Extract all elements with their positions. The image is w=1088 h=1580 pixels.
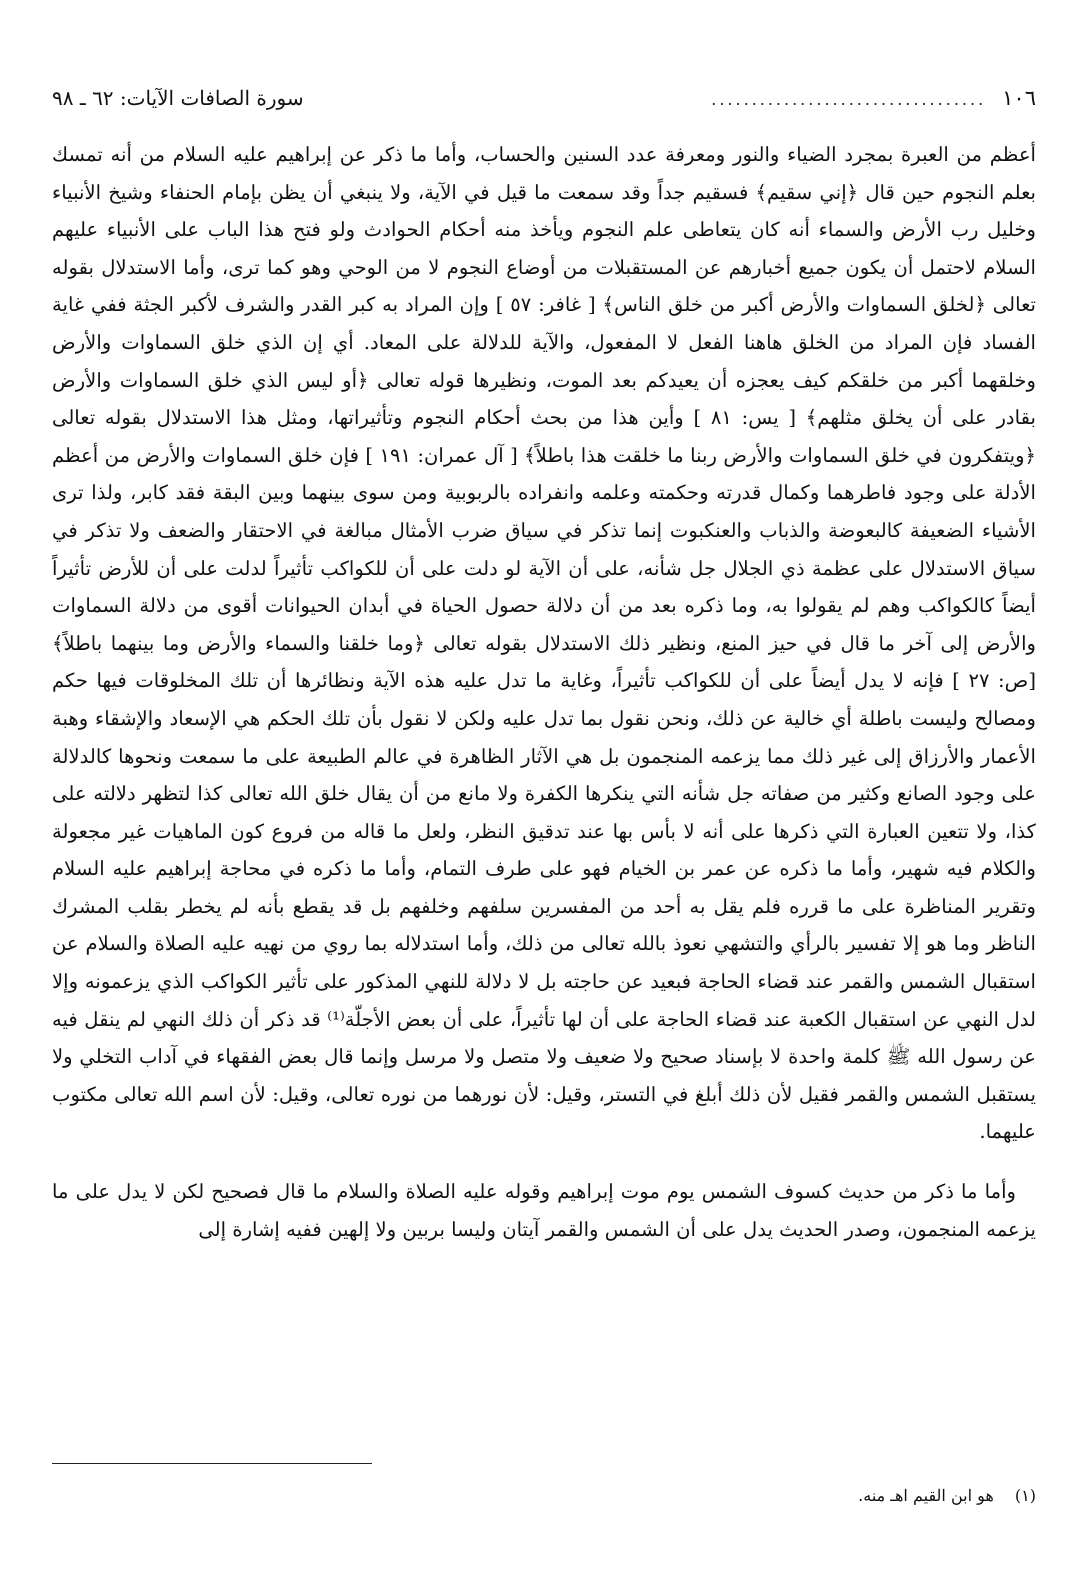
running-header (52, 86, 1036, 126)
main-text (52, 136, 1036, 1248)
leader-dots: .................................. (711, 90, 987, 109)
footnote-divider (52, 1463, 372, 1464)
footnote (52, 1486, 1036, 1505)
paragraph: وأما ما ذكر من حديث كسوف الشمس يوم موت إبراهيم وقوله عليه الصلاة والسلام ما قال فصحيح لكن لا يدل على ما يزعمه المنجمون، وصدر الحديث يدل على أن الشمس والقمر آيتان وليسا بربين ولا إلهين ففيه إشارة إلى (52, 1180, 1036, 1241)
footnote-marker: (١) (1014, 1486, 1036, 1505)
running-title: سورة الصافات الآيات: ٦٢ ـ ٩٨ (52, 86, 304, 110)
footnote-text: هو ابن القيم اهـ منه. (858, 1486, 994, 1505)
page-number: ١٠٦ (1002, 86, 1036, 110)
paragraph: أعظم من العبرة بمجرد الضياء والنور ومعرفة عدد السنين والحساب، وأما ما ذكر عن إبراهيم عليه السلام من أنه تمسك بعلم النجوم حين قال ﴿إني سقيم﴾ فسقيم جداً وقد سمعت ما قيل في الآية، ولا ينبغي أن يظن بإمام الحنفاء وشيخ الأنبياء وخليل رب الأرض والسماء أنه كان يتعاطى علم النجوم ويأخذ منه أحكام الحوادث ولو فتح هذا الباب على الأنبياء عليهم السلام لاحتمل أن يكون جميع أخبارهم عن المستقبلات من أوضاع النجوم لا من الوحي وهو كما ترى، وأما الاستدلال بقوله تعالى ﴿لخلق السماوات والأرض أكبر من خلق الناس﴾ [ غافر: ٥٧ ] وإن المراد به كبر القدر والشرف لأكبر الجثة ففي غاية الفساد فإن المراد من الخلق هاهنا الفعل لا المفعول، والآية للدلالة على المعاد. أي إن الذي خلق السماوات والأرض وخلقهما أكبر من خلقكم كيف يعجزه أن يعيدكم بعد الموت، ونظيرها قوله تعالى ﴿أو ليس الذي خلق السماوات والأرض بقادر على أن يخلق مثلهم﴾ [ يس: ٨١ ] وأين هذا من بحث أحكام النجوم وتأثيراتها، ومثل هذا الاستدلال بقوله تعالى ﴿ويتفكرون في خلق السماوات والأرض ربنا ما خلقت هذا باطلاً﴾ [ آل عمران: ١٩١ ] فإن خلق السماوات والأرض من أعظم الأدلة على وجود فاطرهما وكمال قدرته وحكمته وعلمه وانفراده بالربوبية ومن سوى بينهما وبين البقة فقد كابر، ولذا ترى الأشياء الضعيفة كالبعوضة والذباب والعنكبوت إنما تذكر في سياق ضرب الأمثال مبالغة في الاحتقار والضعف ولا تذكر في سياق الاستدلال على عظمة ذي الجلال جل شأنه، على أن الآية لو دلت على أن للكواكب تأثيراً لدلت على أن للأرض تأثيراً أيضاً كالكواكب وهم لم يقولوا به، وما ذكره بعد من أن دلالة حصول الحياة في أبدان الحيوانات أقوى من دلالة السماوات والأرض إلى آخر ما قال في حيز المنع، ونظير ذلك الاستدلال بقوله تعالى ﴿وما خلقنا والسماء والأرض وما بينهما باطلاً﴾ [ص: ٢٧ ] فإنه لا يدل أيضاً على أن للكواكب تأثيراً، وغاية ما تدل عليه هذه الآية ونظائرها أن تلك المخلوقات فيها حكم ومصالح وليست باطلة أي خالية عن ذلك، ونحن نقول بما تدل عليه ولكن لا نقول بأن تلك الحكم هي الإسعاد والإشقاء وهبة الأعمار والأرزاق إلى غير ذلك مما يزعمه المنجمون بل هي الآثار الظاهرة في عالم الطبيعة على ما سمعت ونحوها كالدلالة على وجود الصانع وكثير من صفاته جل شأنه التي ينكرها الكفرة ولا مانع من أن يقال خلق الله تعالى كذا لتظهر دلالته على كذا، ولا تتعين العبارة التي ذكرها على أنه لا بأس بها عند تدقيق النظر، ولعل ما قاله من فروع كون الماهيات غير مجعولة والكلام فيه شهير، وأما ما ذكره عن عمر بن الخيام فهو على طرف التمام، وأما ما ذكره في محاجة إبراهيم عليه السلام وتقرير المناظرة على ما قرره فلم يقل به أحد من المفسرين سلفهم وخلفهم بل قد يقطع بأنه لم يخطر بقلب المشرك الناظر وما هو إلا تفسير بالرأي والتشهي نعوذ بالله تعالى من ذلك، وأما استدلاله بما روي من نهيه عليه الصلاة والسلام عن استقبال الشمس والقمر عند قضاء الحاجة فبعيد عن حاجته بل لا دلالة للنهي المذكور على تأثير الكواكب الذي يزعمونه وإلا لدل النهي عن استقبال الكعبة عند قضاء الحاجة على أن لها تأثيراً، على أن بعض الأجلّة⁽¹⁾ قد ذكر أن ذلك النهي لم ينقل فيه عن رسول الله ﷺ كلمة واحدة لا بإسناد صحيح ولا ضعيف ولا متصل ولا مرسل وإنما قال بعض الفقهاء في آداب التخلي ولا يستقبل الشمس والقمر فقيل لأن ذلك أبلغ في التستر، وقيل: لأن نورهما من نوره تعالى، وقيل: لأن اسم الله تعالى مكتوب عليهما. (52, 143, 1037, 1144)
page (52, 86, 1036, 1560)
